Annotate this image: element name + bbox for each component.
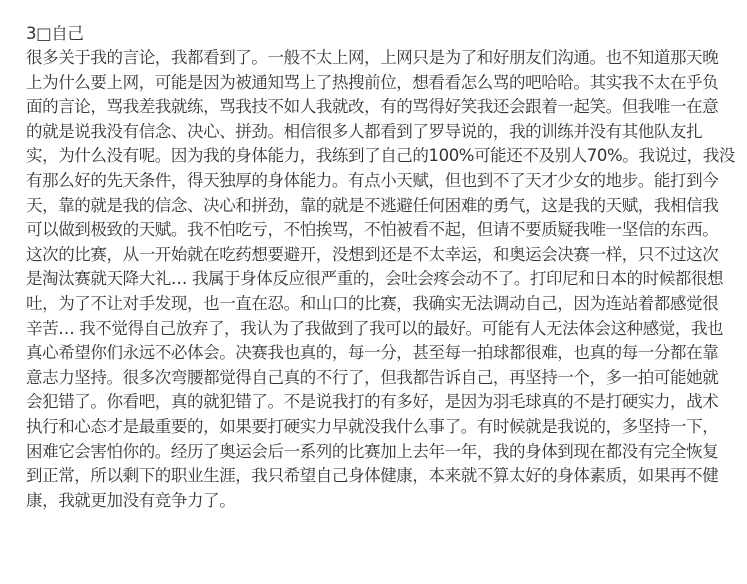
paragraph-line: 这次的比赛，从一开始就在吃药想要避开，没想到还是不太幸运，和奥运会决赛一样，只不过这次 <box>26 244 719 264</box>
paragraph <box>26 46 735 513</box>
paragraph-line: 实，为什么没有呢。因为我的身体能力，我练到了自己的100%可能还不及别人70%。我说过，我没 <box>26 146 735 166</box>
paragraph-line: 天，靠的就是我的信念、决心和拼劲，靠的就是不逃避任何困难的勇气，这是我的天赋，我相信我 <box>26 195 719 215</box>
paragraph-line: 到正常，所以剩下的职业生涯，我只希望自己身体健康，本来就不算太好的身体素质，如果再不健 <box>26 466 719 486</box>
section-heading: 3□自己 <box>26 24 84 43</box>
paragraph-line: 困难它会害怕你的。经历了奥运会后一系列的比赛加上去年一年，我的身体到现在都没有完全恢复 <box>26 441 719 461</box>
paragraph-line: 意志力坚持。很多次弯腰都觉得自己真的不行了，但我都告诉自己，再坚持一个，多一拍可能她就 <box>26 367 719 387</box>
paragraph-line: 辛苦… 我不觉得自己放弃了，我认为了我做到了我可以的最好。可能有人无法体会这种感觉，我也 <box>26 318 724 338</box>
paragraph-line: 会犯错了。你看吧，真的就犯错了。不是说我打的有多好，是因为羽毛球真的不是打硬实力，战术 <box>26 392 719 412</box>
paragraph-line: 的就是说我没有信念、决心、拼劲。相信很多人都看到了罗导说的，我的训练并没有其他队友扎 <box>26 121 703 141</box>
paragraph-line: 吐，为了不让对手发现，也一直在忍。和山口的比赛，我确实无法调动自己，因为连站着都感觉很 <box>26 293 719 313</box>
paragraph-line: 面的言论，骂我差我就练，骂我技不如人我就改，有的骂得好笑我还会跟着一起笑。但我唯一在意 <box>26 97 719 117</box>
paragraph-line: 很多关于我的言论，我都看到了。一般不太上网，上网只是为了和好朋友们沟通。也不知道那天晚 <box>26 48 719 67</box>
paragraph-line: 可以做到极致的天赋。我不怕吃亏，不怕挨骂，不怕被看不起，但请不要质疑我唯一坚信的东西。 <box>26 220 719 240</box>
paragraph-line: 执行和心态才是最重要的，如果要打硬实力早就没我什么事了。有时候就是我说的，多坚持一下， <box>26 416 719 436</box>
paragraph-line: 康，我就更加没有竞争力了。 <box>26 490 236 510</box>
document-body <box>26 22 735 513</box>
paragraph-line: 真心希望你们永远不必体会。决赛我也真的，每一分，甚至每一拍球都很难，也真的每一分都在靠 <box>26 343 719 363</box>
paragraph-line: 上为什么要上网，可能是因为被通知骂上了热搜前位，想看看怎么骂的吧哈哈。其实我不太在乎负 <box>26 72 719 92</box>
paragraph-line: 有那么好的先天条件，得天独厚的身体能力。有点小天赋，但也到不了天才少女的地步。能打到今 <box>26 170 719 190</box>
paragraph-line: 是淘汰赛就天降大礼… 我属于身体反应很严重的，会吐会疼会动不了。打印尼和日本的时候都很想 <box>26 269 724 289</box>
